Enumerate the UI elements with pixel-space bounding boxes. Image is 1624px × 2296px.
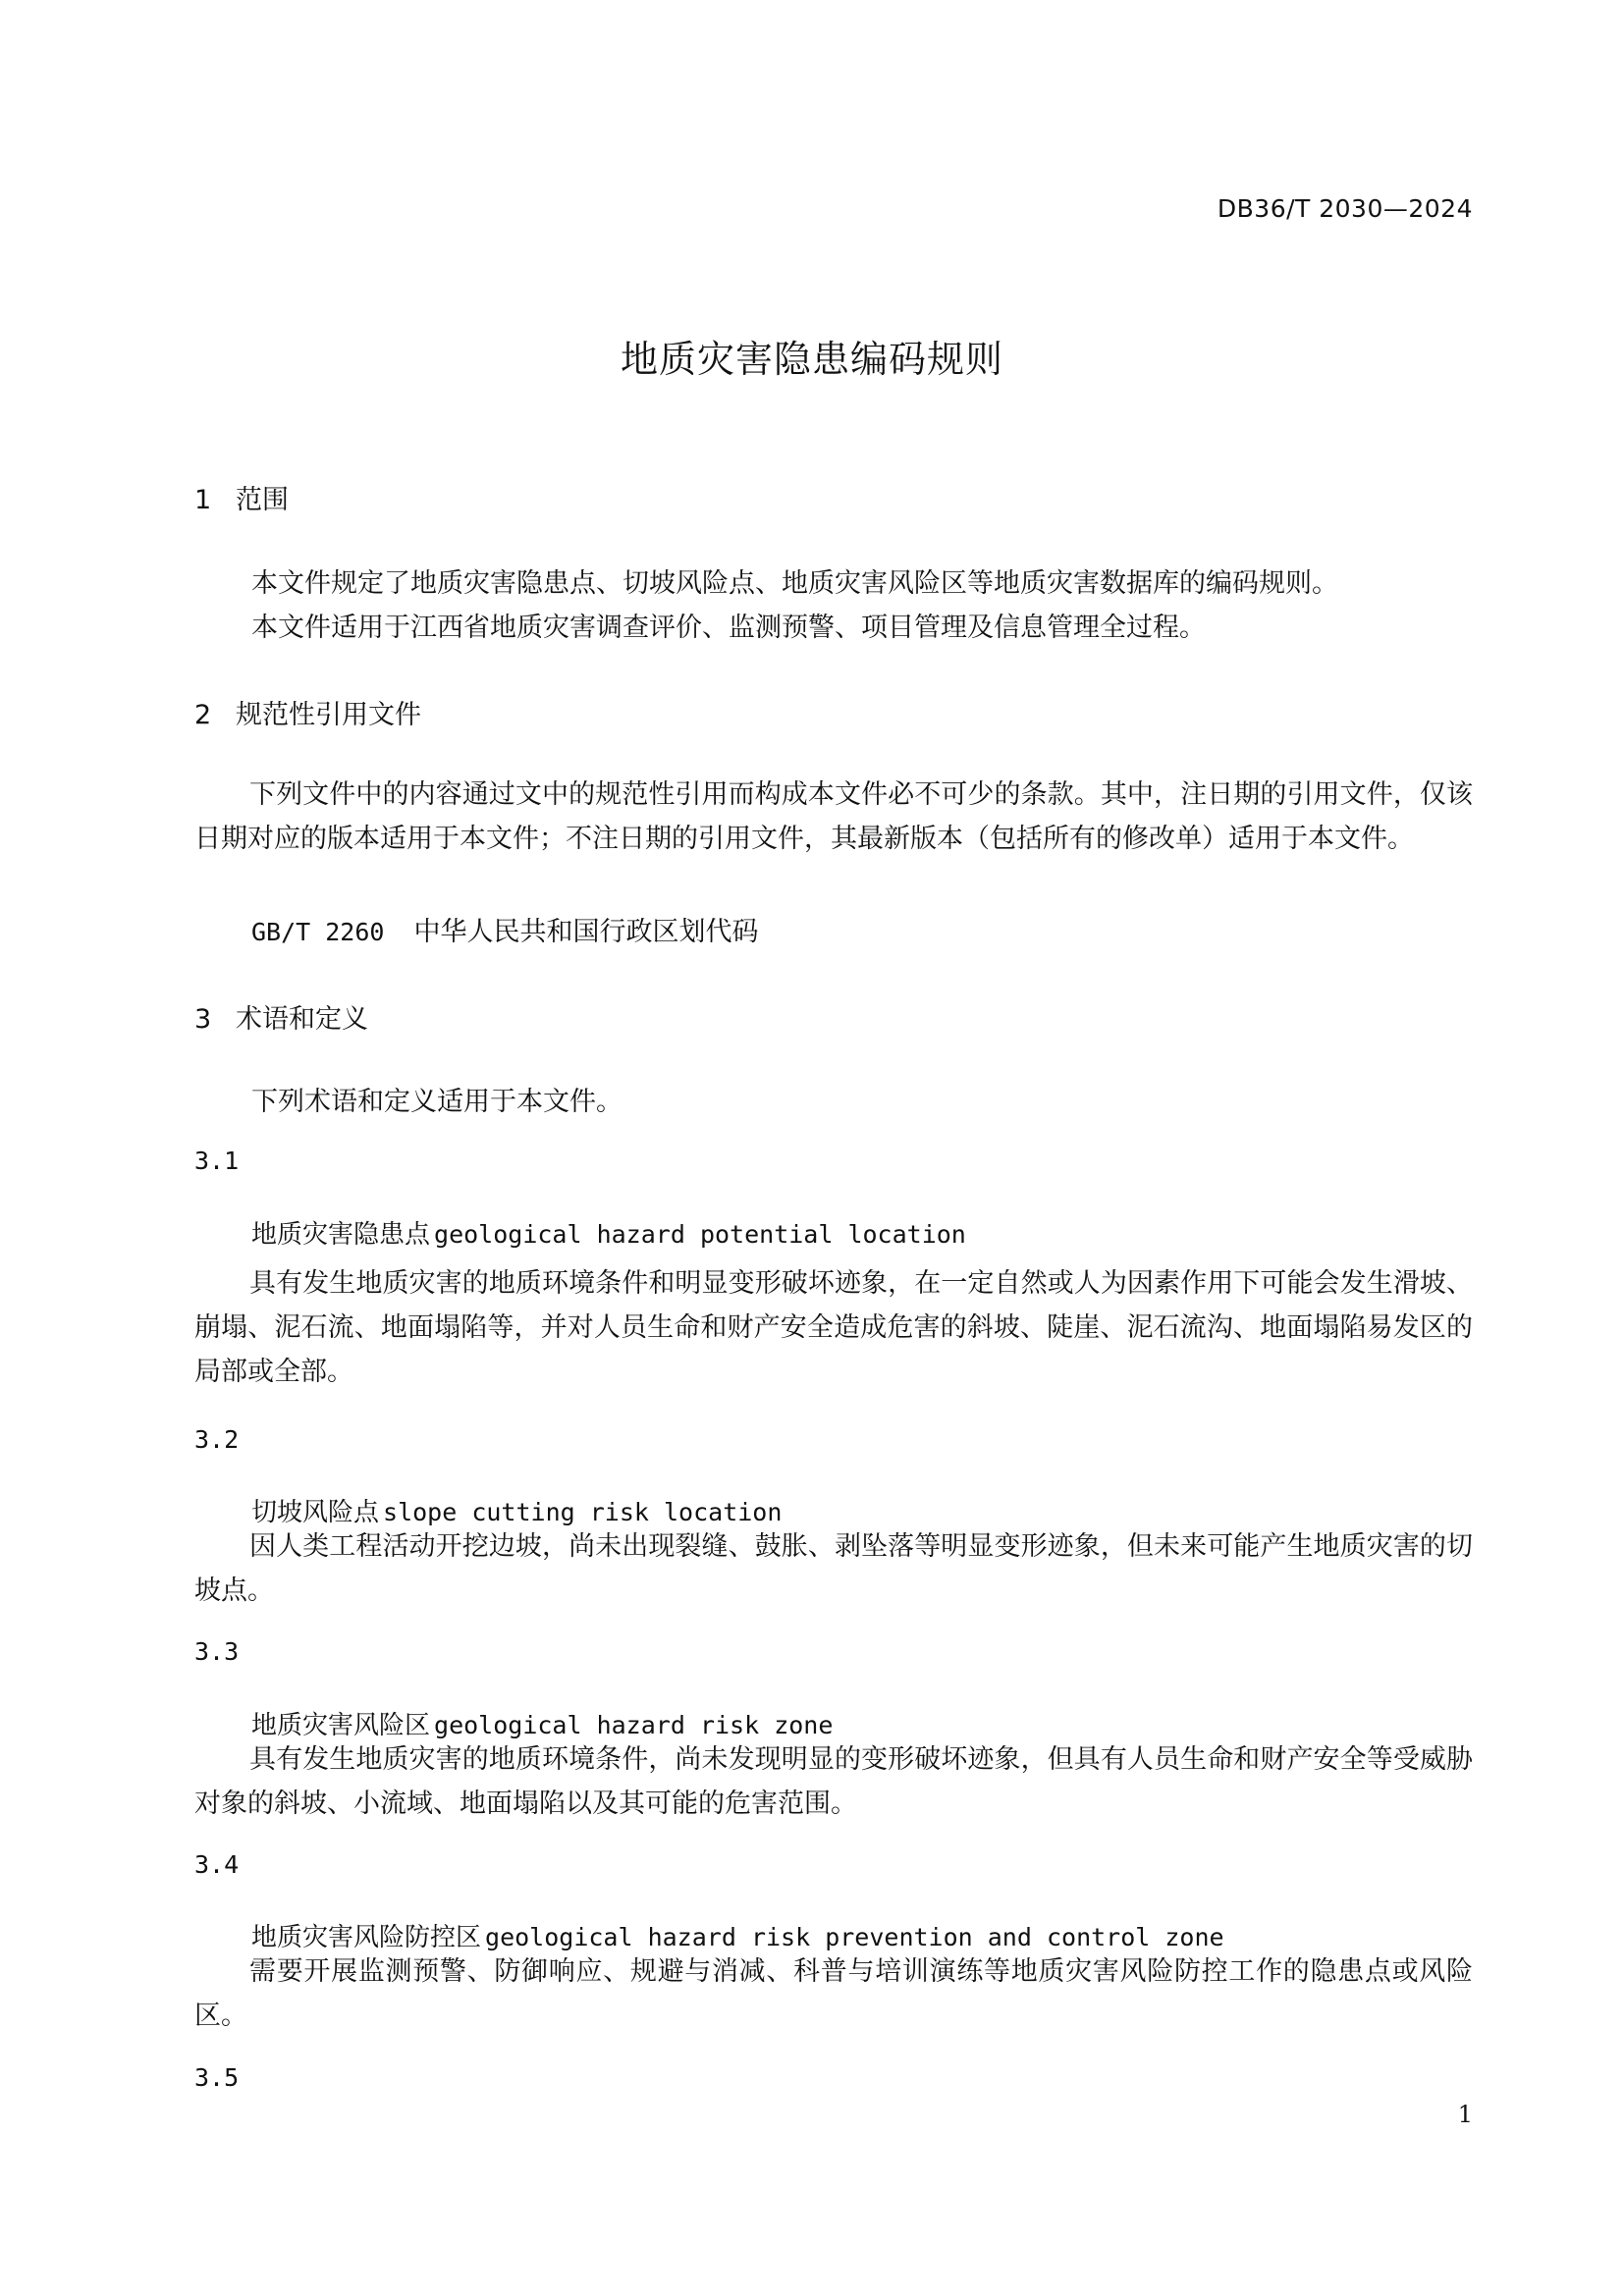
document-number: DB36/T 2030—2024 <box>1217 194 1473 223</box>
term-name-en: geological hazard risk zone <box>434 1711 834 1739</box>
scope-paragraph-2: 本文件适用于江西省地质灾害调查评价、监测预警、项目管理及信息管理全过程。 <box>251 613 1206 643</box>
term-heading <box>251 1705 833 1741</box>
term-number: 3.2 <box>194 1425 240 1454</box>
term-heading <box>251 1214 966 1251</box>
term-number: 3.1 <box>194 1147 240 1175</box>
term-heading <box>251 1492 782 1528</box>
reference-entry <box>251 910 758 948</box>
term-name-en: geological hazard potential location <box>434 1220 966 1249</box>
terms-intro: 下列术语和定义适用于本文件。 <box>251 1087 623 1117</box>
term-number: 3.5 <box>194 2063 240 2092</box>
section-number: 2 <box>194 700 212 730</box>
page-title: 地质灾害隐患编码规则 <box>620 338 1003 381</box>
normative-references-paragraph: 下列文件中的内容通过文中的规范性引用而构成本文件必不可少的条款。其中，注日期的引用文件，仅该日期对应的版本适用于本文件；不注日期的引用文件，其最新版本（包括所有的修改单）适用于本文件。 <box>194 779 1473 854</box>
section-heading-terms <box>194 997 368 1036</box>
term-name-zh: 地质灾害隐患点 <box>251 1220 431 1250</box>
term-definition: 具有发生地质灾害的地质环境条件和明显变形破坏迹象，在一定自然或人为因素作用下可能会发生滑坡、崩塌、泥石流、地面塌陷等，并对人员生命和财产安全造成危害的斜坡、陡崖、泥石流沟、地面塌陷易发区的局部或全部。 <box>194 1268 1473 1387</box>
section-number: 1 <box>194 485 212 515</box>
term-definition: 需要开展监测预警、防御响应、规避与消减、科普与培训演练等地质灾害风险防控工作的隐患点或风险区。 <box>194 1956 1473 2031</box>
section-heading-normative-references <box>194 693 421 731</box>
term-name-en: slope cutting risk location <box>383 1498 783 1526</box>
reference-code: GB/T 2260 <box>251 918 385 946</box>
term-number: 3.4 <box>194 1850 240 1879</box>
section-number: 3 <box>194 1004 212 1035</box>
section-title: 范围 <box>236 485 289 515</box>
page-number: 1 <box>1457 2101 1473 2128</box>
section-title: 术语和定义 <box>236 1004 368 1035</box>
term-number: 3.3 <box>194 1637 240 1666</box>
section-title: 规范性引用文件 <box>236 700 421 730</box>
term-definition: 因人类工程活动开挖边坡，尚未出现裂缝、鼓胀、剥坠落等明显变形迹象，但未来可能产生地质灾害的切坡点。 <box>194 1531 1473 1606</box>
term-heading <box>251 1917 1224 1953</box>
term-name-zh: 地质灾害风险防控区 <box>251 1923 482 1952</box>
term-name-zh: 地质灾害风险区 <box>251 1711 431 1740</box>
reference-title: 中华人民共和国行政区划代码 <box>413 917 759 947</box>
term-definition: 具有发生地质灾害的地质环境条件，尚未发现明显的变形破坏迹象，但具有人员生命和财产安全等受威胁对象的斜坡、小流域、地面塌陷以及其可能的危害范围。 <box>194 1744 1473 1819</box>
term-name-zh: 切坡风险点 <box>251 1498 380 1527</box>
section-heading-scope <box>194 478 289 516</box>
term-name-en: geological hazard risk prevention and control zone <box>485 1923 1224 1951</box>
scope-paragraph-1: 本文件规定了地质灾害隐患点、切坡风险点、地质灾害风险区等地质灾害数据库的编码规则。 <box>251 568 1338 599</box>
